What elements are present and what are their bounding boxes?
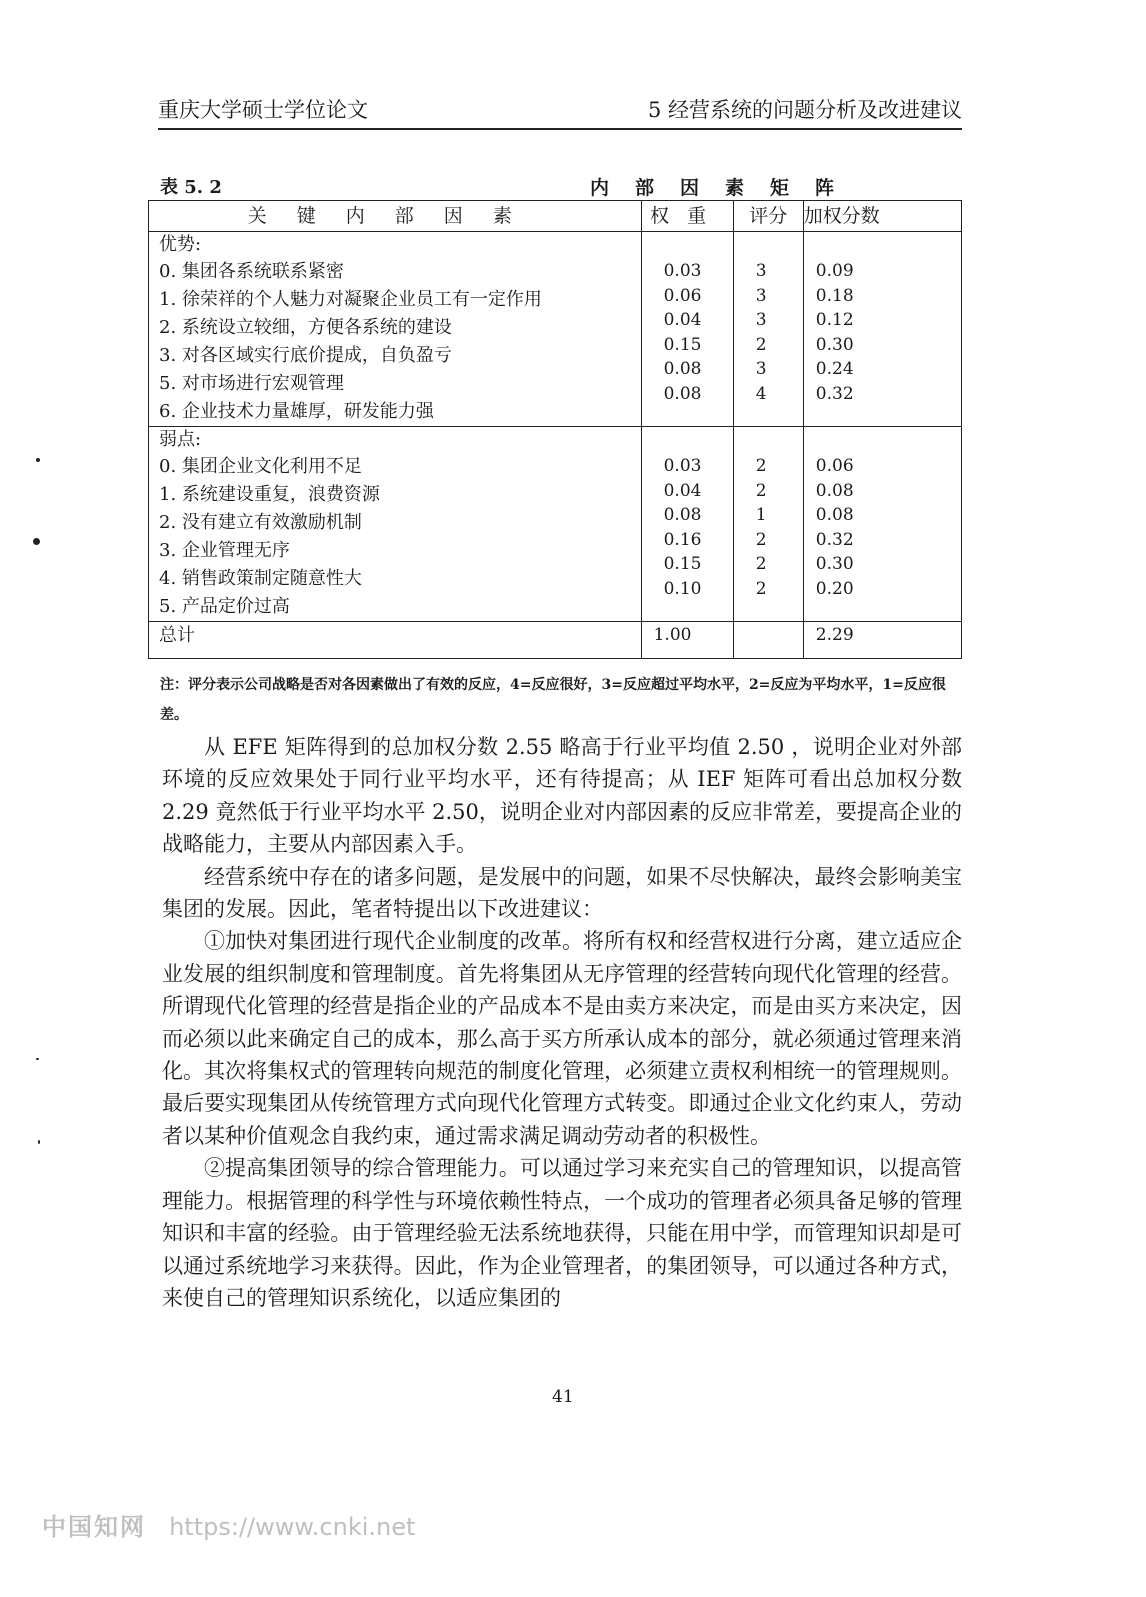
watermark-url: https://www.cnki.net — [169, 1513, 416, 1541]
weight-value: 0.03 — [663, 456, 702, 476]
weight-value: 0.04 — [663, 480, 702, 501]
weaknesses-section — [149, 427, 962, 622]
weighted-value: 0.06 — [815, 456, 854, 476]
paragraph: ①加快对集团进行现代企业制度的改革。将所有权和经营权进行分离，建立适应企业发展的组织制度和管理制度。首先将集团从无序管理的经营转向现代化管理的经营。所谓现代化管理的经营是指企业的产品成本不是由卖方来决定，而是由买方来决定，因而必须以此来确定自己的成本，那么高于买方所承认成本的部分，就必须通过管理来消化。其次将集权式的管理转向规范的制度化管理，必须建立责权利相统一的管理规则。最后要实现集团从传统管理方式向现代化管理方式转变。即通过企业文化约束人，劳动者以某种价值观念自我约束，通过需求满足调动劳动者的积极性。 — [162, 929, 962, 1148]
table-title: 内部因素矩阵 — [590, 177, 861, 199]
total-weighted: 2.29 — [803, 622, 961, 659]
weighted-value: 0.20 — [815, 578, 854, 599]
weight-value: 0.08 — [663, 505, 702, 525]
strengths-weights — [641, 232, 733, 427]
scan-speck — [38, 1140, 40, 1144]
weighted-value: 0.24 — [815, 359, 854, 379]
total-weight: 1.00 — [641, 622, 733, 659]
paragraph: 从 EFE 矩阵得到的总加权分数 2.55 略高于行业平均值 2.50 ，说明企业对外部环境的反应效果处于同行业平均水平，还有待提高；从 IEF 矩阵可看出总加权分数 2.29 竟然低于行业平均水平 2.50，说明企业对内部因素的反应非常差，要提高企业的战略能力，主要从内部因素入手。 — [162, 735, 962, 857]
col-header-factor: 关键内部因素 — [149, 201, 642, 232]
strengths-scores — [733, 232, 803, 427]
weight-value: 0.06 — [663, 285, 702, 306]
score-value: 3 — [755, 310, 767, 330]
table-caption — [160, 173, 960, 199]
weakness-item: 0. 集团企业文化利用不足 — [159, 456, 362, 477]
strength-item: 1. 徐荣祥的个人魅力对凝聚企业员工有一定作用 — [159, 289, 542, 310]
header-thesis-title: 重庆大学硕士学位论文 — [158, 98, 368, 122]
score-value: 2 — [755, 456, 767, 476]
weight-value: 0.16 — [663, 529, 702, 550]
header-chapter-title: 5 经营系统的问题分析及改进建议 — [647, 98, 962, 122]
strengths-label: 优势: — [159, 234, 202, 255]
weighted-value: 0.08 — [815, 505, 854, 525]
watermark-brand: 中国知网 — [42, 1513, 146, 1541]
weight-value: 0.03 — [663, 261, 702, 281]
weight-value: 0.08 — [663, 383, 702, 404]
weaknesses-weights — [641, 427, 733, 622]
weakness-item: 2. 没有建立有效激励机制 — [159, 512, 362, 533]
col-header-weighted: 加权分数 — [803, 201, 961, 232]
weighted-value: 0.18 — [815, 285, 854, 306]
strength-item: 2. 系统设立较细，方便各系统的建设 — [159, 317, 452, 338]
weight-value: 0.08 — [663, 359, 702, 379]
weighted-value: 0.09 — [815, 261, 854, 281]
score-value: 3 — [755, 261, 767, 281]
paragraph: ②提高集团领导的综合管理能力。可以通过学习来充实自己的管理知识，以提高管理能力。根据管理的科学性与环境依赖性特点，一个成功的管理者必须具备足够的管理知识和丰富的经验。由于管理经验无法系统地获得，只能在用中学，而管理知识却是可以通过系统地学习来获得。因此，作为企业管理者，的集团领导，可以通过各种方式，来使自己的管理知识系统化，以适应集团的 — [162, 1156, 962, 1310]
weighted-value: 0.30 — [815, 554, 854, 574]
score-value: 3 — [755, 359, 767, 379]
weighted-value: 0.08 — [815, 480, 854, 501]
strength-item: 5. 对市场进行宏观管理 — [159, 373, 344, 394]
col-header-weight: 权重 — [641, 201, 733, 232]
score-value: 2 — [755, 334, 767, 355]
weight-value: 0.04 — [663, 310, 702, 330]
strength-item: 6. 企业技术力量雄厚，研发能力强 — [159, 401, 434, 422]
weighted-value: 0.30 — [815, 334, 854, 355]
total-label: 总计 — [149, 622, 642, 659]
weakness-item: 4. 销售政策制定随意性大 — [159, 568, 362, 589]
weakness-item: 3. 企业管理无序 — [159, 540, 290, 561]
weight-value: 0.15 — [663, 334, 702, 355]
table-note: 注：评分表示公司战略是否对各因素做出了有效的反应，4=反应很好，3=反应超过平均水平，2=反应为平均水平，1=反应很差。 — [160, 677, 946, 723]
weaknesses-scores — [733, 427, 803, 622]
weaknesses-weighted — [803, 427, 961, 622]
body-text — [162, 731, 962, 1314]
col-header-score: 评分 — [733, 201, 803, 232]
score-value: 4 — [755, 383, 767, 404]
paragraph: 经营系统中存在的诸多问题，是发展中的问题，如果不尽快解决，最终会影响美宝集团的发展。因此，笔者特提出以下改进建议： — [162, 864, 962, 922]
score-value: 3 — [755, 285, 767, 306]
total-score — [733, 622, 803, 659]
weighted-value: 0.32 — [815, 383, 854, 404]
weight-value: 0.15 — [663, 554, 702, 574]
score-value: 2 — [755, 578, 767, 599]
strengths-factors — [149, 232, 642, 427]
score-value: 2 — [755, 529, 767, 550]
cnki-watermark — [42, 1507, 415, 1542]
weakness-item: 1. 系统建设重复，浪费资源 — [159, 484, 380, 505]
internal-factor-matrix — [148, 200, 962, 659]
total-row — [149, 622, 962, 659]
weaknesses-factors — [149, 427, 642, 622]
table-header-row — [149, 201, 962, 232]
score-value: 2 — [755, 480, 767, 501]
strengths-section — [149, 232, 962, 427]
score-value: 2 — [755, 554, 767, 574]
running-header — [158, 94, 962, 130]
strength-item: 0. 集团各系统联系紧密 — [159, 261, 344, 282]
table-number: 表 5. 2 — [160, 177, 222, 198]
scan-speck — [36, 458, 40, 462]
score-value: 1 — [755, 505, 767, 525]
strengths-weighted — [803, 232, 961, 427]
weaknesses-label: 弱点: — [159, 429, 202, 450]
weight-value: 0.10 — [663, 578, 702, 599]
weighted-value: 0.32 — [815, 529, 854, 550]
weighted-value: 0.12 — [815, 310, 854, 330]
strength-item: 3. 对各区域实行底价提成，自负盈亏 — [159, 345, 452, 366]
page-number: 41 — [552, 1387, 574, 1407]
scan-speck — [36, 1058, 39, 1060]
scan-speck — [33, 538, 40, 545]
weakness-item: 5. 产品定价过高 — [159, 596, 290, 617]
